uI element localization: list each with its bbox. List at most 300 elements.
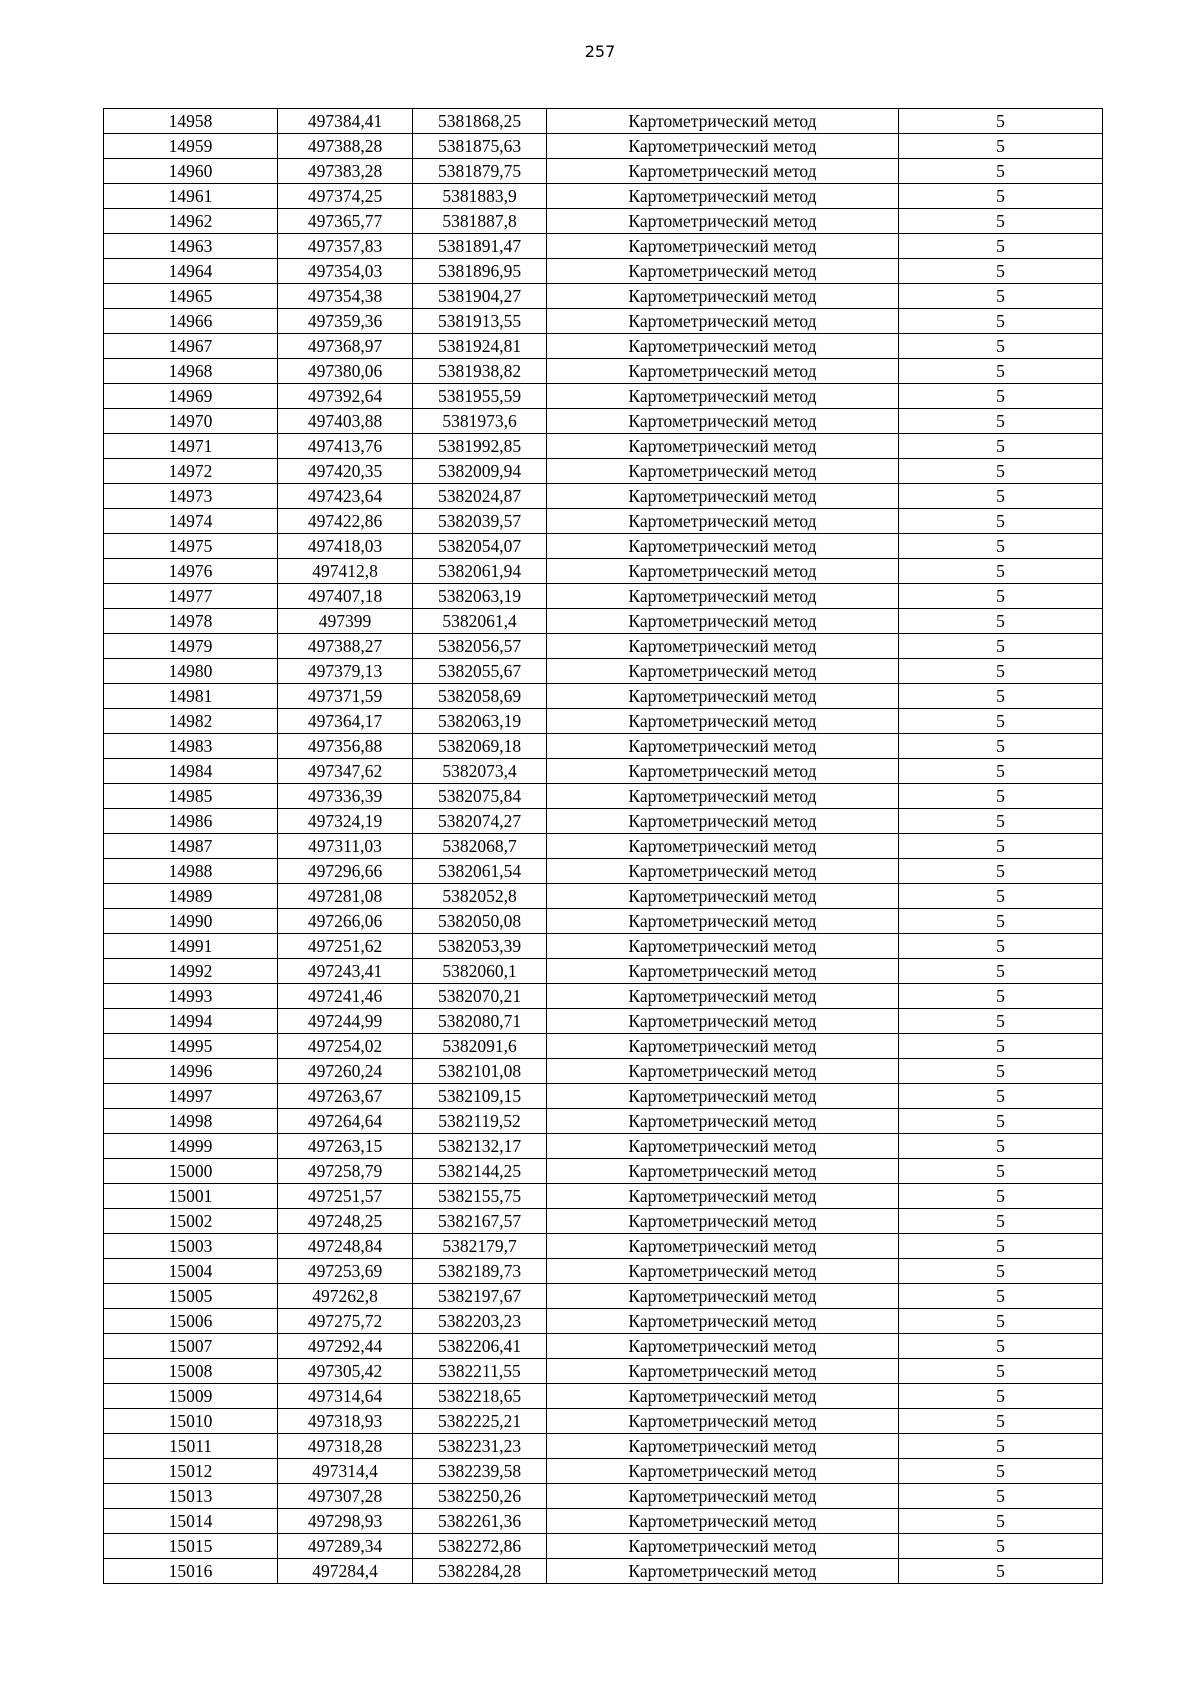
method-cell: Картометрический метод bbox=[547, 259, 899, 284]
method-cell: Картометрический метод bbox=[547, 809, 899, 834]
table-row bbox=[104, 959, 1103, 984]
method-cell: Картометрический метод bbox=[547, 934, 899, 959]
method-cell: Картометрический метод bbox=[547, 834, 899, 859]
x-coordinate-cell: 497380,06 bbox=[278, 359, 413, 384]
coordinates-table bbox=[103, 108, 1103, 1584]
accuracy-cell: 5 bbox=[899, 1159, 1103, 1184]
table-row bbox=[104, 834, 1103, 859]
table-row bbox=[104, 1259, 1103, 1284]
y-coordinate-cell: 5382061,94 bbox=[413, 559, 547, 584]
x-coordinate-cell: 497374,25 bbox=[278, 184, 413, 209]
method-cell: Картометрический метод bbox=[547, 1409, 899, 1434]
point-number-cell: 14990 bbox=[104, 909, 278, 934]
table-row bbox=[104, 659, 1103, 684]
method-cell: Картометрический метод bbox=[547, 1059, 899, 1084]
table-row bbox=[104, 1034, 1103, 1059]
x-coordinate-cell: 497251,62 bbox=[278, 934, 413, 959]
point-number-cell: 15009 bbox=[104, 1384, 278, 1409]
method-cell: Картометрический метод bbox=[547, 534, 899, 559]
point-number-cell: 14995 bbox=[104, 1034, 278, 1059]
x-coordinate-cell: 497422,86 bbox=[278, 509, 413, 534]
point-number-cell: 14973 bbox=[104, 484, 278, 509]
point-number-cell: 15013 bbox=[104, 1484, 278, 1509]
x-coordinate-cell: 497281,08 bbox=[278, 884, 413, 909]
accuracy-cell: 5 bbox=[899, 684, 1103, 709]
x-coordinate-cell: 497243,41 bbox=[278, 959, 413, 984]
point-number-cell: 14971 bbox=[104, 434, 278, 459]
x-coordinate-cell: 497311,03 bbox=[278, 834, 413, 859]
x-coordinate-cell: 497357,83 bbox=[278, 234, 413, 259]
y-coordinate-cell: 5382024,87 bbox=[413, 484, 547, 509]
method-cell: Картометрический метод bbox=[547, 409, 899, 434]
x-coordinate-cell: 497318,93 bbox=[278, 1409, 413, 1434]
table-row bbox=[104, 534, 1103, 559]
accuracy-cell: 5 bbox=[899, 1509, 1103, 1534]
accuracy-cell: 5 bbox=[899, 909, 1103, 934]
x-coordinate-cell: 497388,28 bbox=[278, 134, 413, 159]
method-cell: Картометрический метод bbox=[547, 984, 899, 1009]
y-coordinate-cell: 5382189,73 bbox=[413, 1259, 547, 1284]
x-coordinate-cell: 497263,67 bbox=[278, 1084, 413, 1109]
point-number-cell: 14984 bbox=[104, 759, 278, 784]
y-coordinate-cell: 5381973,6 bbox=[413, 409, 547, 434]
table-row bbox=[104, 1384, 1103, 1409]
accuracy-cell: 5 bbox=[899, 1309, 1103, 1334]
y-coordinate-cell: 5382070,21 bbox=[413, 984, 547, 1009]
x-coordinate-cell: 497251,57 bbox=[278, 1184, 413, 1209]
table-row bbox=[104, 734, 1103, 759]
y-coordinate-cell: 5382272,86 bbox=[413, 1534, 547, 1559]
accuracy-cell: 5 bbox=[899, 359, 1103, 384]
table-row bbox=[104, 1084, 1103, 1109]
x-coordinate-cell: 497284,4 bbox=[278, 1559, 413, 1584]
accuracy-cell: 5 bbox=[899, 1359, 1103, 1384]
point-number-cell: 15003 bbox=[104, 1234, 278, 1259]
table-row bbox=[104, 1159, 1103, 1184]
point-number-cell: 14982 bbox=[104, 709, 278, 734]
point-number-cell: 14988 bbox=[104, 859, 278, 884]
y-coordinate-cell: 5382284,28 bbox=[413, 1559, 547, 1584]
y-coordinate-cell: 5382009,94 bbox=[413, 459, 547, 484]
y-coordinate-cell: 5382061,54 bbox=[413, 859, 547, 884]
y-coordinate-cell: 5382075,84 bbox=[413, 784, 547, 809]
table-row bbox=[104, 234, 1103, 259]
x-coordinate-cell: 497262,8 bbox=[278, 1284, 413, 1309]
table-row bbox=[104, 1434, 1103, 1459]
table-row bbox=[104, 884, 1103, 909]
point-number-cell: 14983 bbox=[104, 734, 278, 759]
x-coordinate-cell: 497296,66 bbox=[278, 859, 413, 884]
point-number-cell: 14965 bbox=[104, 284, 278, 309]
accuracy-cell: 5 bbox=[899, 984, 1103, 1009]
x-coordinate-cell: 497248,25 bbox=[278, 1209, 413, 1234]
table-row bbox=[104, 1284, 1103, 1309]
method-cell: Картометрический метод bbox=[547, 509, 899, 534]
x-coordinate-cell: 497371,59 bbox=[278, 684, 413, 709]
table-row bbox=[104, 359, 1103, 384]
table-row bbox=[104, 334, 1103, 359]
x-coordinate-cell: 497275,72 bbox=[278, 1309, 413, 1334]
method-cell: Картометрический метод bbox=[547, 309, 899, 334]
point-number-cell: 14980 bbox=[104, 659, 278, 684]
method-cell: Картометрический метод bbox=[547, 709, 899, 734]
table-row bbox=[104, 159, 1103, 184]
table-row bbox=[104, 309, 1103, 334]
table-row bbox=[104, 459, 1103, 484]
accuracy-cell: 5 bbox=[899, 1059, 1103, 1084]
table-row bbox=[104, 859, 1103, 884]
y-coordinate-cell: 5382080,71 bbox=[413, 1009, 547, 1034]
point-number-cell: 14991 bbox=[104, 934, 278, 959]
accuracy-cell: 5 bbox=[899, 1409, 1103, 1434]
accuracy-cell: 5 bbox=[899, 159, 1103, 184]
table-row bbox=[104, 1459, 1103, 1484]
y-coordinate-cell: 5382179,7 bbox=[413, 1234, 547, 1259]
accuracy-cell: 5 bbox=[899, 934, 1103, 959]
point-number-cell: 15006 bbox=[104, 1309, 278, 1334]
accuracy-cell: 5 bbox=[899, 1109, 1103, 1134]
accuracy-cell: 5 bbox=[899, 1234, 1103, 1259]
x-coordinate-cell: 497407,18 bbox=[278, 584, 413, 609]
point-number-cell: 15002 bbox=[104, 1209, 278, 1234]
table-row bbox=[104, 784, 1103, 809]
accuracy-cell: 5 bbox=[899, 1334, 1103, 1359]
x-coordinate-cell: 497347,62 bbox=[278, 759, 413, 784]
point-number-cell: 15001 bbox=[104, 1184, 278, 1209]
method-cell: Картометрический метод bbox=[547, 1159, 899, 1184]
y-coordinate-cell: 5382063,19 bbox=[413, 584, 547, 609]
accuracy-cell: 5 bbox=[899, 1184, 1103, 1209]
x-coordinate-cell: 497420,35 bbox=[278, 459, 413, 484]
point-number-cell: 14961 bbox=[104, 184, 278, 209]
table-row bbox=[104, 809, 1103, 834]
accuracy-cell: 5 bbox=[899, 409, 1103, 434]
point-number-cell: 14968 bbox=[104, 359, 278, 384]
point-number-cell: 14997 bbox=[104, 1084, 278, 1109]
x-coordinate-cell: 497423,64 bbox=[278, 484, 413, 509]
x-coordinate-cell: 497260,24 bbox=[278, 1059, 413, 1084]
y-coordinate-cell: 5382069,18 bbox=[413, 734, 547, 759]
point-number-cell: 15000 bbox=[104, 1159, 278, 1184]
table-row bbox=[104, 1334, 1103, 1359]
method-cell: Картометрический метод bbox=[547, 284, 899, 309]
table-row bbox=[104, 184, 1103, 209]
table-row bbox=[104, 134, 1103, 159]
point-number-cell: 14986 bbox=[104, 809, 278, 834]
point-number-cell: 14976 bbox=[104, 559, 278, 584]
point-number-cell: 14964 bbox=[104, 259, 278, 284]
x-coordinate-cell: 497384,41 bbox=[278, 109, 413, 134]
point-number-cell: 14967 bbox=[104, 334, 278, 359]
table-row bbox=[104, 259, 1103, 284]
point-number-cell: 14972 bbox=[104, 459, 278, 484]
y-coordinate-cell: 5382132,17 bbox=[413, 1134, 547, 1159]
x-coordinate-cell: 497354,38 bbox=[278, 284, 413, 309]
method-cell: Картометрический метод bbox=[547, 1234, 899, 1259]
y-coordinate-cell: 5382155,75 bbox=[413, 1184, 547, 1209]
x-coordinate-cell: 497365,77 bbox=[278, 209, 413, 234]
x-coordinate-cell: 497298,93 bbox=[278, 1509, 413, 1534]
method-cell: Картометрический метод bbox=[547, 459, 899, 484]
accuracy-cell: 5 bbox=[899, 1459, 1103, 1484]
y-coordinate-cell: 5382050,08 bbox=[413, 909, 547, 934]
x-coordinate-cell: 497383,28 bbox=[278, 159, 413, 184]
accuracy-cell: 5 bbox=[899, 759, 1103, 784]
method-cell: Картометрический метод bbox=[547, 209, 899, 234]
y-coordinate-cell: 5382101,08 bbox=[413, 1059, 547, 1084]
method-cell: Картометрический метод bbox=[547, 234, 899, 259]
x-coordinate-cell: 497314,64 bbox=[278, 1384, 413, 1409]
y-coordinate-cell: 5381924,81 bbox=[413, 334, 547, 359]
table-row bbox=[104, 1309, 1103, 1334]
point-number-cell: 14963 bbox=[104, 234, 278, 259]
y-coordinate-cell: 5381883,9 bbox=[413, 184, 547, 209]
accuracy-cell: 5 bbox=[899, 334, 1103, 359]
table-row bbox=[104, 109, 1103, 134]
point-number-cell: 14966 bbox=[104, 309, 278, 334]
y-coordinate-cell: 5382197,67 bbox=[413, 1284, 547, 1309]
point-number-cell: 15005 bbox=[104, 1284, 278, 1309]
x-coordinate-cell: 497253,69 bbox=[278, 1259, 413, 1284]
accuracy-cell: 5 bbox=[899, 384, 1103, 409]
y-coordinate-cell: 5382074,27 bbox=[413, 809, 547, 834]
method-cell: Картометрический метод bbox=[547, 1209, 899, 1234]
point-number-cell: 14999 bbox=[104, 1134, 278, 1159]
y-coordinate-cell: 5381868,25 bbox=[413, 109, 547, 134]
point-number-cell: 15010 bbox=[104, 1409, 278, 1434]
y-coordinate-cell: 5382091,6 bbox=[413, 1034, 547, 1059]
point-number-cell: 14969 bbox=[104, 384, 278, 409]
method-cell: Картометрический метод bbox=[547, 359, 899, 384]
accuracy-cell: 5 bbox=[899, 234, 1103, 259]
method-cell: Картометрический метод bbox=[547, 559, 899, 584]
table-row bbox=[104, 1109, 1103, 1134]
y-coordinate-cell: 5382218,65 bbox=[413, 1384, 547, 1409]
method-cell: Картометрический метод bbox=[547, 1134, 899, 1159]
point-number-cell: 14977 bbox=[104, 584, 278, 609]
table-row bbox=[104, 1359, 1103, 1384]
method-cell: Картометрический метод bbox=[547, 784, 899, 809]
point-number-cell: 15016 bbox=[104, 1559, 278, 1584]
y-coordinate-cell: 5382225,21 bbox=[413, 1409, 547, 1434]
x-coordinate-cell: 497305,42 bbox=[278, 1359, 413, 1384]
x-coordinate-cell: 497418,03 bbox=[278, 534, 413, 559]
accuracy-cell: 5 bbox=[899, 1209, 1103, 1234]
point-number-cell: 14998 bbox=[104, 1109, 278, 1134]
point-number-cell: 14985 bbox=[104, 784, 278, 809]
method-cell: Картометрический метод bbox=[547, 1109, 899, 1134]
accuracy-cell: 5 bbox=[899, 184, 1103, 209]
accuracy-cell: 5 bbox=[899, 109, 1103, 134]
table-row bbox=[104, 484, 1103, 509]
y-coordinate-cell: 5382056,57 bbox=[413, 634, 547, 659]
accuracy-cell: 5 bbox=[899, 659, 1103, 684]
accuracy-cell: 5 bbox=[899, 834, 1103, 859]
table-row bbox=[104, 634, 1103, 659]
accuracy-cell: 5 bbox=[899, 1284, 1103, 1309]
accuracy-cell: 5 bbox=[899, 709, 1103, 734]
y-coordinate-cell: 5381896,95 bbox=[413, 259, 547, 284]
method-cell: Картометрический метод bbox=[547, 434, 899, 459]
table-row bbox=[104, 409, 1103, 434]
point-number-cell: 15012 bbox=[104, 1459, 278, 1484]
x-coordinate-cell: 497368,97 bbox=[278, 334, 413, 359]
point-number-cell: 15014 bbox=[104, 1509, 278, 1534]
method-cell: Картометрический метод bbox=[547, 334, 899, 359]
method-cell: Картометрический метод bbox=[547, 1534, 899, 1559]
method-cell: Картометрический метод bbox=[547, 1484, 899, 1509]
point-number-cell: 15007 bbox=[104, 1334, 278, 1359]
accuracy-cell: 5 bbox=[899, 559, 1103, 584]
point-number-cell: 14992 bbox=[104, 959, 278, 984]
table-row bbox=[104, 609, 1103, 634]
y-coordinate-cell: 5381913,55 bbox=[413, 309, 547, 334]
point-number-cell: 14979 bbox=[104, 634, 278, 659]
method-cell: Картометрический метод bbox=[547, 684, 899, 709]
page-number: 257 bbox=[584, 42, 616, 61]
accuracy-cell: 5 bbox=[899, 284, 1103, 309]
x-coordinate-cell: 497264,64 bbox=[278, 1109, 413, 1134]
point-number-cell: 15004 bbox=[104, 1259, 278, 1284]
point-number-cell: 14975 bbox=[104, 534, 278, 559]
accuracy-cell: 5 bbox=[899, 459, 1103, 484]
method-cell: Картометрический метод bbox=[547, 484, 899, 509]
accuracy-cell: 5 bbox=[899, 1434, 1103, 1459]
table-row bbox=[104, 1534, 1103, 1559]
y-coordinate-cell: 5382068,7 bbox=[413, 834, 547, 859]
point-number-cell: 14958 bbox=[104, 109, 278, 134]
accuracy-cell: 5 bbox=[899, 484, 1103, 509]
point-number-cell: 14993 bbox=[104, 984, 278, 1009]
point-number-cell: 14962 bbox=[104, 209, 278, 234]
x-coordinate-cell: 497412,8 bbox=[278, 559, 413, 584]
point-number-cell: 15015 bbox=[104, 1534, 278, 1559]
accuracy-cell: 5 bbox=[899, 1484, 1103, 1509]
method-cell: Картометрический метод bbox=[547, 1034, 899, 1059]
accuracy-cell: 5 bbox=[899, 634, 1103, 659]
accuracy-cell: 5 bbox=[899, 784, 1103, 809]
y-coordinate-cell: 5381955,59 bbox=[413, 384, 547, 409]
method-cell: Картометрический метод bbox=[547, 159, 899, 184]
method-cell: Картометрический метод bbox=[547, 1009, 899, 1034]
accuracy-cell: 5 bbox=[899, 859, 1103, 884]
y-coordinate-cell: 5381992,85 bbox=[413, 434, 547, 459]
method-cell: Картометрический метод bbox=[547, 1459, 899, 1484]
method-cell: Картометрический метод bbox=[547, 634, 899, 659]
y-coordinate-cell: 5382250,26 bbox=[413, 1484, 547, 1509]
x-coordinate-cell: 497254,02 bbox=[278, 1034, 413, 1059]
x-coordinate-cell: 497289,34 bbox=[278, 1534, 413, 1559]
y-coordinate-cell: 5382261,36 bbox=[413, 1509, 547, 1534]
method-cell: Картометрический метод bbox=[547, 884, 899, 909]
table-row bbox=[104, 1409, 1103, 1434]
y-coordinate-cell: 5382206,41 bbox=[413, 1334, 547, 1359]
method-cell: Картометрический метод bbox=[547, 909, 899, 934]
method-cell: Картометрический метод bbox=[547, 734, 899, 759]
accuracy-cell: 5 bbox=[899, 1134, 1103, 1159]
accuracy-cell: 5 bbox=[899, 509, 1103, 534]
accuracy-cell: 5 bbox=[899, 434, 1103, 459]
table-row bbox=[104, 1134, 1103, 1159]
accuracy-cell: 5 bbox=[899, 959, 1103, 984]
table-row bbox=[104, 1059, 1103, 1084]
point-number-cell: 14987 bbox=[104, 834, 278, 859]
accuracy-cell: 5 bbox=[899, 1534, 1103, 1559]
x-coordinate-cell: 497307,28 bbox=[278, 1484, 413, 1509]
y-coordinate-cell: 5382203,23 bbox=[413, 1309, 547, 1334]
y-coordinate-cell: 5382167,57 bbox=[413, 1209, 547, 1234]
x-coordinate-cell: 497364,17 bbox=[278, 709, 413, 734]
point-number-cell: 14981 bbox=[104, 684, 278, 709]
table-row bbox=[104, 384, 1103, 409]
y-coordinate-cell: 5381938,82 bbox=[413, 359, 547, 384]
point-number-cell: 15011 bbox=[104, 1434, 278, 1459]
point-number-cell: 14959 bbox=[104, 134, 278, 159]
x-coordinate-cell: 497263,15 bbox=[278, 1134, 413, 1159]
point-number-cell: 14974 bbox=[104, 509, 278, 534]
x-coordinate-cell: 497292,44 bbox=[278, 1334, 413, 1359]
y-coordinate-cell: 5382055,67 bbox=[413, 659, 547, 684]
x-coordinate-cell: 497241,46 bbox=[278, 984, 413, 1009]
table-row bbox=[104, 759, 1103, 784]
y-coordinate-cell: 5382053,39 bbox=[413, 934, 547, 959]
method-cell: Картометрический метод bbox=[547, 659, 899, 684]
point-number-cell: 14970 bbox=[104, 409, 278, 434]
y-coordinate-cell: 5382058,69 bbox=[413, 684, 547, 709]
x-coordinate-cell: 497244,99 bbox=[278, 1009, 413, 1034]
x-coordinate-cell: 497359,36 bbox=[278, 309, 413, 334]
table-row bbox=[104, 559, 1103, 584]
x-coordinate-cell: 497314,4 bbox=[278, 1459, 413, 1484]
accuracy-cell: 5 bbox=[899, 1559, 1103, 1584]
table-row bbox=[104, 209, 1103, 234]
point-number-cell: 14996 bbox=[104, 1059, 278, 1084]
point-number-cell: 14978 bbox=[104, 609, 278, 634]
method-cell: Картометрический метод bbox=[547, 1334, 899, 1359]
method-cell: Картометрический метод bbox=[547, 1559, 899, 1584]
accuracy-cell: 5 bbox=[899, 209, 1103, 234]
accuracy-cell: 5 bbox=[899, 884, 1103, 909]
method-cell: Картометрический метод bbox=[547, 1509, 899, 1534]
y-coordinate-cell: 5382063,19 bbox=[413, 709, 547, 734]
table-row bbox=[104, 684, 1103, 709]
method-cell: Картометрический метод bbox=[547, 1259, 899, 1284]
method-cell: Картометрический метод bbox=[547, 1359, 899, 1384]
accuracy-cell: 5 bbox=[899, 1009, 1103, 1034]
y-coordinate-cell: 5381891,47 bbox=[413, 234, 547, 259]
y-coordinate-cell: 5381904,27 bbox=[413, 284, 547, 309]
table-row bbox=[104, 909, 1103, 934]
method-cell: Картометрический метод bbox=[547, 1084, 899, 1109]
method-cell: Картометрический метод bbox=[547, 959, 899, 984]
y-coordinate-cell: 5382239,58 bbox=[413, 1459, 547, 1484]
y-coordinate-cell: 5382060,1 bbox=[413, 959, 547, 984]
method-cell: Картометрический метод bbox=[547, 1284, 899, 1309]
table-row bbox=[104, 709, 1103, 734]
x-coordinate-cell: 497413,76 bbox=[278, 434, 413, 459]
accuracy-cell: 5 bbox=[899, 134, 1103, 159]
method-cell: Картометрический метод bbox=[547, 859, 899, 884]
y-coordinate-cell: 5382054,07 bbox=[413, 534, 547, 559]
y-coordinate-cell: 5382119,52 bbox=[413, 1109, 547, 1134]
x-coordinate-cell: 497336,39 bbox=[278, 784, 413, 809]
y-coordinate-cell: 5382144,25 bbox=[413, 1159, 547, 1184]
table-row bbox=[104, 1234, 1103, 1259]
table-row bbox=[104, 1184, 1103, 1209]
accuracy-cell: 5 bbox=[899, 609, 1103, 634]
y-coordinate-cell: 5382211,55 bbox=[413, 1359, 547, 1384]
method-cell: Картометрический метод bbox=[547, 134, 899, 159]
